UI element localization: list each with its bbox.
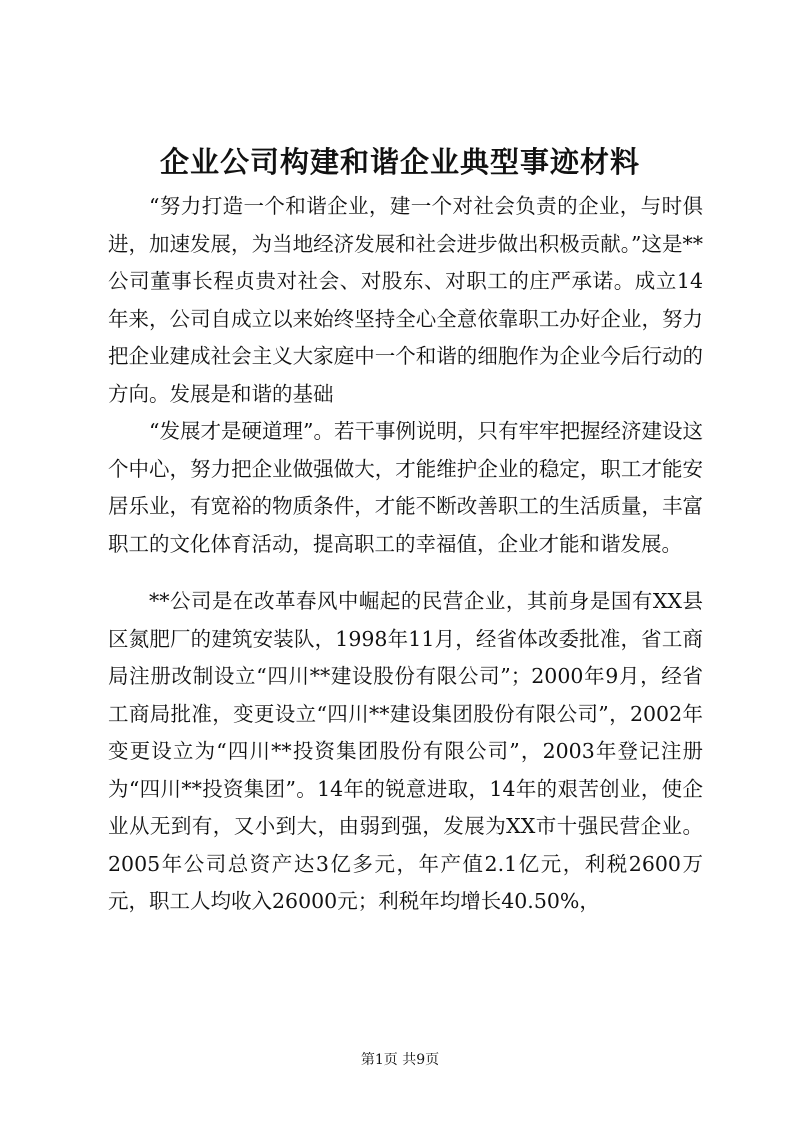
paragraph-2: “发展才是硬道理”。若干事例说明，只有牢牢把握经济建设这个中心，努力把企业做强做大，才能维护企业的稳定，职工才能安居乐业，有宽裕的物质条件，才能不断改善职工的生活质量，丰富职工的文化体育活动，提高职工的幸福值，企业才能和谐发展。 xyxy=(108,419,703,556)
page-footer: 第1页 共9页 xyxy=(360,1052,440,1068)
document-title: 企业公司构建和谐企业典型事迹材料 xyxy=(159,145,640,179)
paragraph-3: **公司是在改革春风中崛起的民营企业，其前身是国有XX县区氮肥厂的建筑安装队，1998年11月，经省体改委批准，省工商局注册改制设立“四川**建设股份有限公司”；2000年9月，经省工商局批准，变更设立“四川**建设集团股份有限公司”，2002年变更设立为“四川**投资集团股份有限公司”，2003年登记注册为“四川**投资集团”。14年的锐意进取，14年的艰苦创业，使企业从无到有，又小到大，由弱到强，发展为XX市十强民营企业。2005年公司总资产达3亿多元，年产值2.1亿元，利税2600万元，职工人均收入26000元；利税年均增长40.50%， xyxy=(108,589,703,913)
paragraph-1: “努力打造一个和谐企业，建一个对社会负责的企业，与时俱进，加速发展，为当地经济发展和社会进步做出积极贡献。”这是**公司董事长程贞贵对社会、对股东、对职工的庄严承诺。成立14年来，公司自成立以来始终坚持全心全意依靠职工办好企业，努力把企业建成社会主义大家庭中一个和谐的细胞作为企业今后行动的方向。发展是和谐的基础 xyxy=(108,194,703,406)
document-body xyxy=(108,188,703,921)
